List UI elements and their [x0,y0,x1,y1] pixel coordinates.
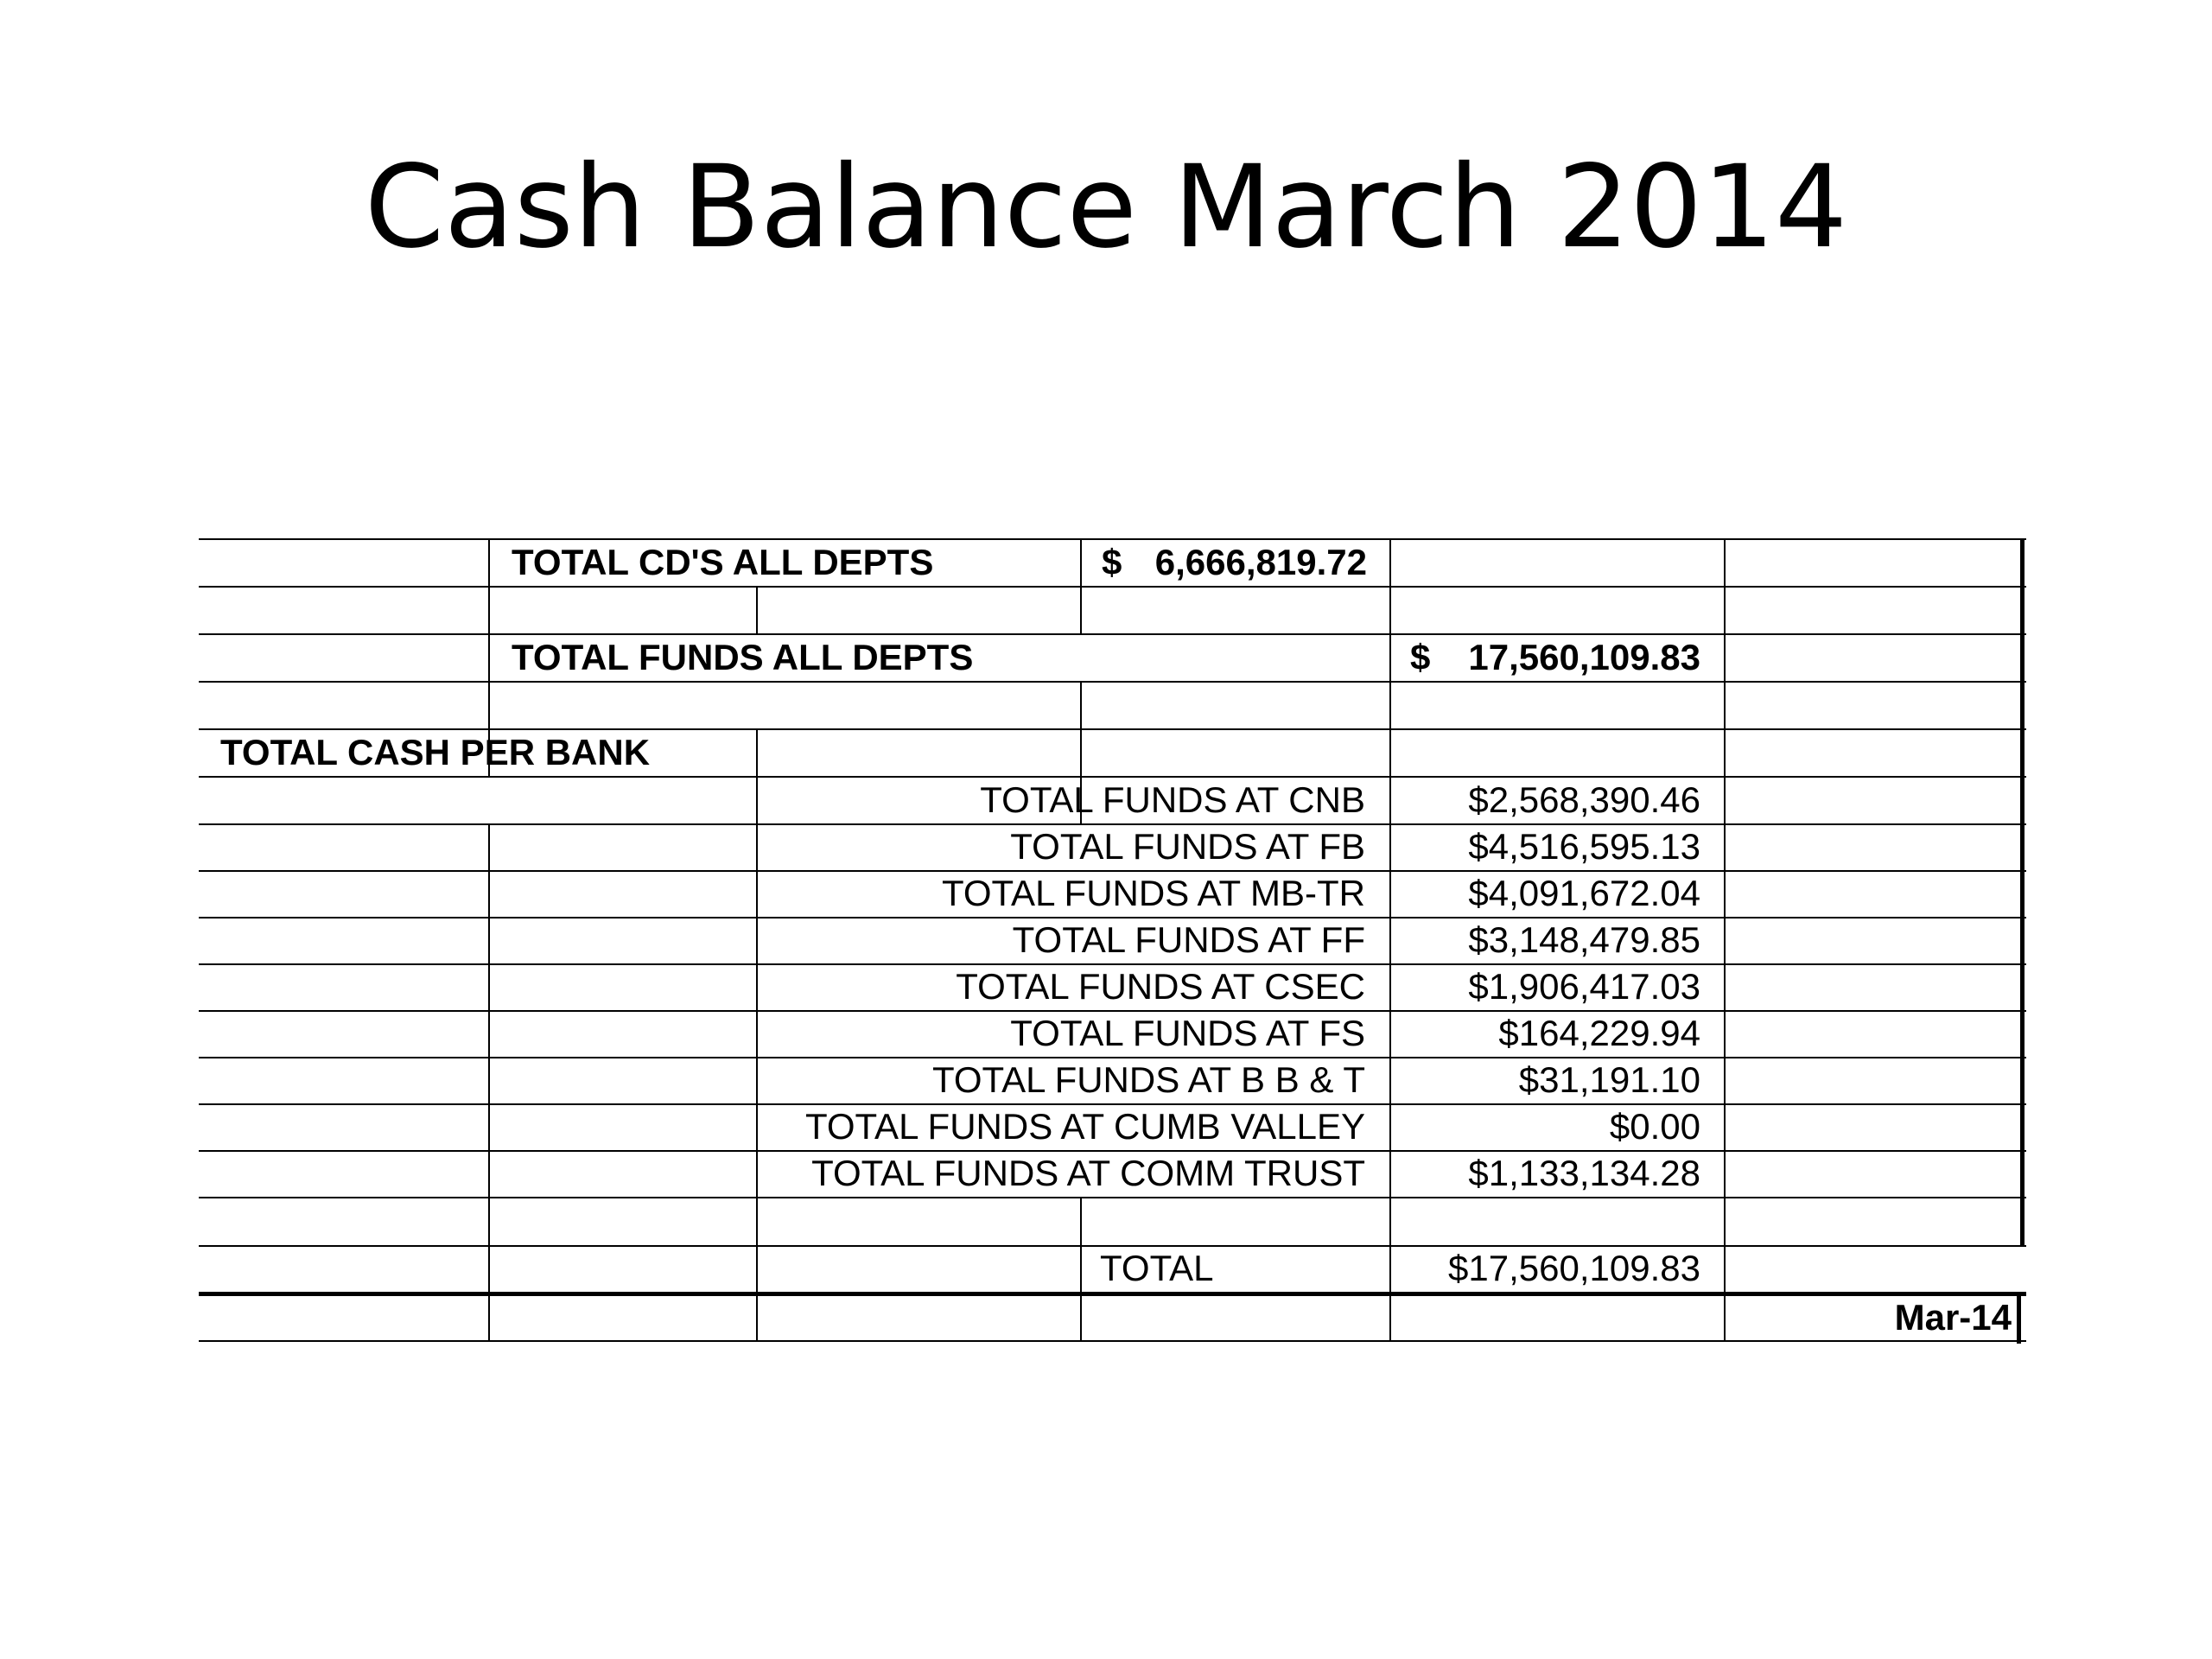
cash-balance-table [199,538,2026,1346]
grid-line [199,633,2026,635]
bank-amount: $0.00 [1609,1106,1700,1147]
grid-line-vertical [1389,538,1391,1342]
bank-label: TOTAL FUNDS AT B B & T [931,1059,1365,1100]
grid-line [199,1197,2026,1198]
bank-label: TOTAL FUNDS AT FS [1010,1013,1365,1053]
bank-amount: $4,516,595.13 [1468,826,1700,867]
grid-line-vertical [1724,538,1726,1342]
grid-line-vertical [756,586,758,634]
grid-line-vertical [488,823,490,1342]
bank-label: TOTAL FUNDS AT CNB [980,779,1365,820]
cash-per-bank-label: TOTAL CASH PER BANK [220,732,651,772]
grid-line [199,681,2026,683]
total-funds-value: 17,560,109.83 [1468,637,1700,677]
bank-label: TOTAL FUNDS AT COMM TRUST [811,1153,1365,1193]
slide-title: Cash Balance March 2014 [364,141,1848,274]
bank-amount: $164,229.94 [1498,1013,1700,1053]
total-funds-currency: $ [1410,637,1431,677]
grid-border-right [2020,538,2024,1245]
bank-amount: $3,148,479.85 [1468,919,1700,960]
bank-amount: $1,133,134.28 [1468,1153,1700,1193]
grid-line [199,586,2026,588]
total-label: TOTAL [1100,1248,1214,1288]
bank-amount: $31,191.10 [1518,1059,1700,1100]
grid-line-vertical [756,728,758,1342]
bank-label: TOTAL FUNDS AT FB [1010,826,1365,867]
bank-amount: $1,906,417.03 [1468,966,1700,1007]
total-cds-label: TOTAL CD'S ALL DEPTS [512,542,934,582]
bank-label: TOTAL FUNDS AT MB-TR [941,873,1365,913]
date-stamp: Mar-14 [1894,1297,2012,1338]
bank-label: TOTAL FUNDS AT CSEC [956,966,1365,1007]
grid-border-right [2017,1292,2021,1344]
grid-line-vertical [1080,538,1082,634]
total-cds-value: 6,666,819.72 [1154,542,1367,582]
total-amount: $17,560,109.83 [1448,1248,1700,1288]
grid-line-vertical [1080,1197,1082,1342]
total-cds-currency: $ [1102,542,1122,582]
total-funds-label: TOTAL FUNDS ALL DEPTS [512,637,974,677]
bank-label: TOTAL FUNDS AT FF [1012,919,1365,960]
bank-amount: $4,091,672.04 [1468,873,1700,913]
bank-amount: $2,568,390.46 [1468,779,1700,820]
bank-label: TOTAL FUNDS AT CUMB VALLEY [804,1106,1365,1147]
